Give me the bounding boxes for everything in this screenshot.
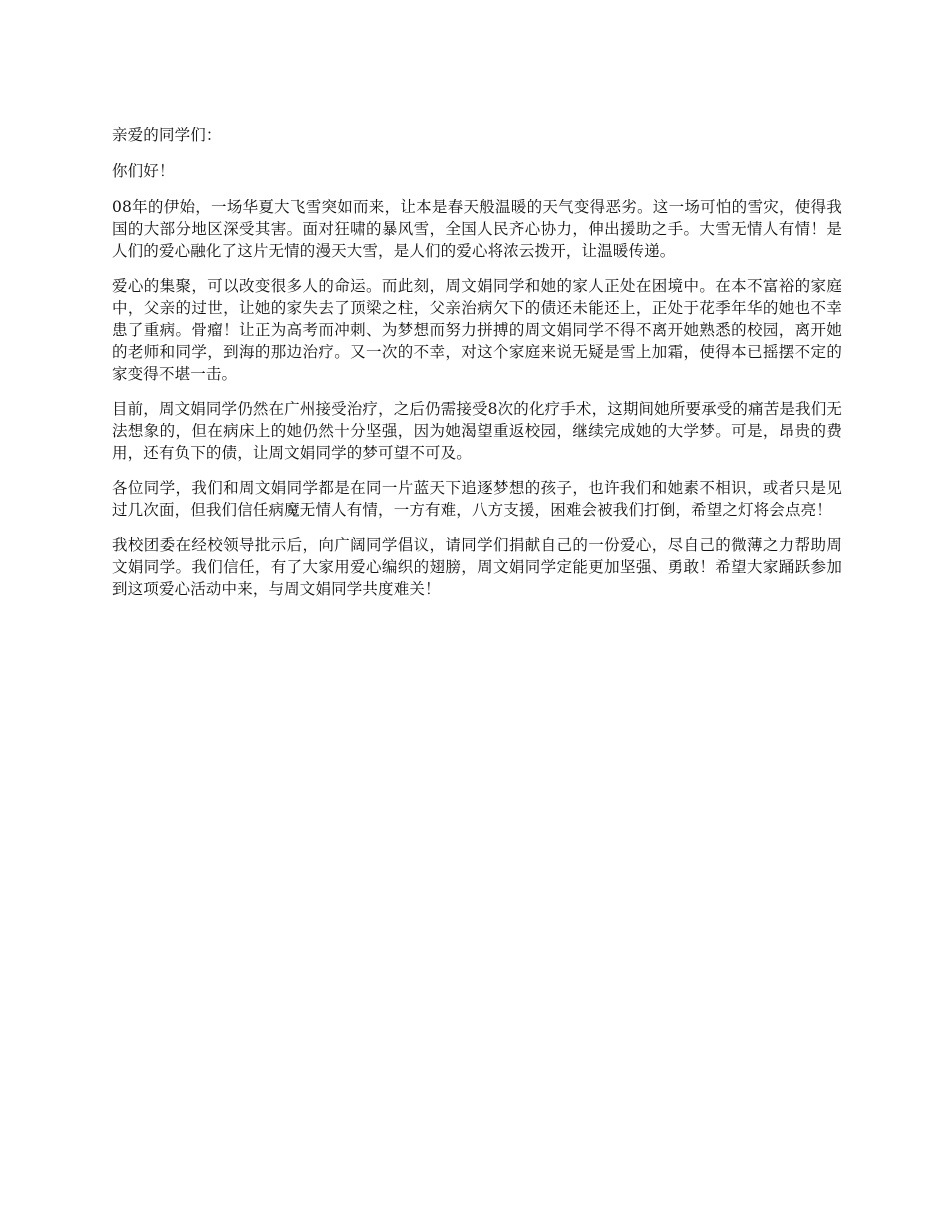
paragraph-family-hardship: 爱心的集聚，可以改变很多人的命运。而此刻，周文娟同学和她的家人正处在困境中。在本不富裕的家庭中，父亲的过世，让她的家失去了顶梁之柱，父亲治病欠下的债还未能还上，正处于花季年华的她也不幸患了重病。骨瘤！让正为高考而冲刺、为梦想而努力拼搏的周文娟同学不得不离开她熟悉的校园，离开她的老师和同学，到海的那边治疗。又一次的不幸，对这个家庭来说无疑是雪上加霜，使得本已摇摆不定的家变得不堪一击。 (112, 277, 842, 383)
greeting: 你们好！ (112, 162, 175, 180)
paragraph-snowstorm: 08年的伊始，一场华夏大飞雪突如而来，让本是春天般温暖的天气变得恶劣。这一场可怕的雪灾，使得我国的大部分地区深受其害。面对狂啸的暴风雪，全国人民齐心协力，伸出援助之手。大雪无情人有情！是人们的爱心融化了这片无情的漫天大雪，是人们的爱心将浓云拨开，让温暖传递。 (112, 198, 842, 260)
salutation: 亲爱的同学们： (112, 126, 222, 144)
paragraph-appeal: 各位同学，我们和周文娟同学都是在同一片蓝天下追逐梦想的孩子，也许我们和她素不相识，或者只是见过几次面，但我们信任病魔无情人有情，一方有难，八方支援，困难会被我们打倒，希望之灯将会点亮！ (112, 479, 842, 519)
paragraph-initiative: 我校团委在经校领导批示后，向广阔同学倡议，请同学们捐献自己的一份爱心，尽自己的微薄之力帮助周文娟同学。我们信任，有了大家用爱心编织的翅膀，周文娟同学定能更加坚强、勇敢！希望大家踊跃参加到这项爱心活动中来，与周文娟同学共度难关！ (112, 536, 842, 598)
document-page (112, 124, 842, 613)
paragraph-treatment: 目前，周文娟同学仍然在广州接受治疗，之后仍需接受8次的化疗手术，这期间她所要承受的痛苦是我们无法想象的，但在病床上的她仍然十分坚强，因为她渴望重返校园，继续完成她的大学梦。可是，昂贵的费用，还有负下的债，让周文娟同学的梦可望不可及。 (112, 400, 842, 462)
